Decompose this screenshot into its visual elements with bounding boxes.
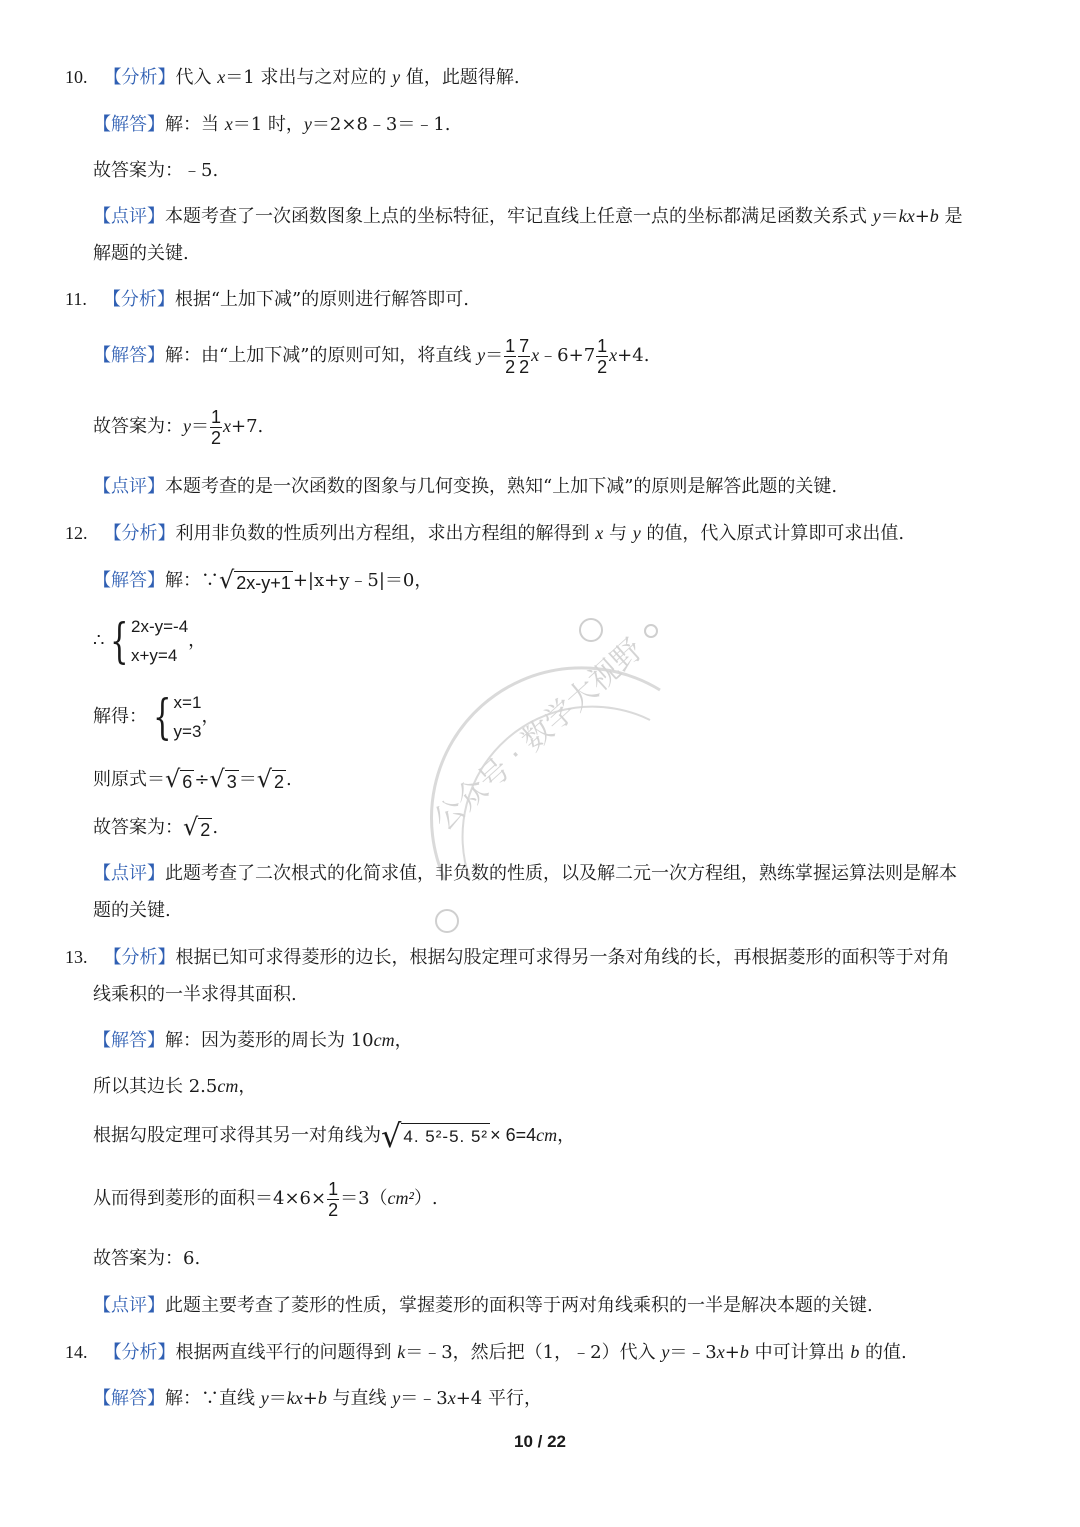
text: 本题考查了一次函数图象上点的坐标特征，牢记直线上任意一点的坐标都满足函数关系式 bbox=[165, 206, 873, 227]
review-tag: 【点评】 bbox=[93, 863, 165, 884]
var: y bbox=[183, 416, 191, 436]
numerator: 7 bbox=[519, 335, 530, 356]
text: 利用非负数的性质列出方程组，求出方程组的解得到 bbox=[175, 523, 596, 544]
analysis-tag: 【分析】 bbox=[103, 67, 176, 88]
watermark-text: 公众号 · 数学大视野 bbox=[426, 632, 650, 838]
fraction bbox=[210, 407, 222, 448]
var: b bbox=[850, 1342, 860, 1362]
var: y bbox=[392, 67, 401, 87]
text: . bbox=[212, 817, 219, 838]
var: x bbox=[595, 523, 604, 543]
text: +4. bbox=[617, 345, 650, 366]
text: 解得： bbox=[93, 706, 147, 727]
review-tag: 【点评】 bbox=[93, 476, 165, 497]
q12-system-1 bbox=[93, 612, 206, 670]
text: +|x+y﹣5|＝0， bbox=[292, 570, 433, 591]
text: 所以其边长 2.5 bbox=[93, 1076, 218, 1097]
radicand: 3 bbox=[226, 772, 237, 792]
text: ＝1 求出与之对应的 bbox=[225, 67, 393, 88]
sqrt-expression: √ 6 bbox=[165, 765, 193, 793]
var: kx bbox=[898, 206, 915, 226]
text: ， bbox=[394, 1030, 413, 1051]
equation: x+y=4 bbox=[131, 646, 178, 665]
numerator: 1 bbox=[211, 406, 222, 427]
analysis-tag: 【分析】 bbox=[103, 1342, 176, 1363]
text: ， bbox=[188, 630, 207, 651]
q11-answer-line bbox=[93, 401, 263, 452]
fraction bbox=[596, 336, 608, 377]
unit: cm bbox=[536, 1125, 558, 1145]
text: 的值，代入原式计算即可求出值. bbox=[640, 523, 905, 544]
q10-review-line bbox=[93, 203, 963, 230]
text: ﹣6+7 bbox=[539, 345, 596, 366]
var: y bbox=[392, 1388, 401, 1408]
text: 此题主要考查了菱形的性质，掌握菱形的面积等于两对角线乘积的一半是解决本题的关键. bbox=[165, 1295, 873, 1316]
text: 则原式＝ bbox=[93, 769, 165, 790]
text: ＝﹣3 bbox=[669, 1342, 717, 1363]
text: + bbox=[302, 1388, 318, 1409]
q10-review-cont: 解题的关键. bbox=[93, 243, 189, 264]
sqrt-expression: √ 4. 5²-5. 5² bbox=[381, 1117, 489, 1155]
q14-solution-line bbox=[93, 1385, 542, 1412]
unit: cm bbox=[373, 1030, 395, 1050]
var: b bbox=[739, 1342, 749, 1362]
q14-analysis-line bbox=[65, 1339, 907, 1366]
text: ＝﹣3，然后把（1，﹣2）代入 bbox=[405, 1342, 662, 1363]
denominator: 2 bbox=[211, 427, 222, 448]
text: 中可计算出 bbox=[748, 1342, 851, 1363]
text: + bbox=[914, 206, 930, 227]
sqrt-expression: √ 3 bbox=[209, 765, 237, 793]
text: +7. bbox=[231, 416, 264, 437]
text: 从而得到菱形的面积＝4×6× bbox=[93, 1188, 327, 1209]
fraction bbox=[327, 1179, 339, 1220]
text: ＝1 时， bbox=[232, 114, 304, 135]
text: 与直线 bbox=[326, 1388, 393, 1409]
text: ＝2×8﹣3＝﹣1. bbox=[311, 114, 451, 135]
solution-tag: 【解答】 bbox=[93, 1388, 165, 1409]
var: y bbox=[661, 1342, 670, 1362]
radicand: 4. 5²-5. 5² bbox=[401, 1123, 490, 1152]
q13-solution-line bbox=[93, 1027, 413, 1054]
var: y bbox=[260, 1388, 269, 1408]
text: ＝ bbox=[268, 1388, 287, 1409]
review-tag: 【点评】 bbox=[93, 1295, 165, 1316]
solution-tag: 【解答】 bbox=[93, 114, 165, 135]
question-number: 10. bbox=[65, 67, 88, 87]
radicand: 2 bbox=[200, 820, 211, 840]
q12-review-cont: 题的关键. bbox=[93, 900, 171, 921]
q11-solution-line bbox=[93, 330, 649, 381]
q12-analysis-line bbox=[65, 520, 904, 547]
text: 解：∵直线 bbox=[165, 1388, 261, 1409]
var: x bbox=[609, 345, 618, 365]
equation: y=3 bbox=[173, 722, 202, 741]
q12-original-line bbox=[93, 767, 292, 793]
q12-system-2 bbox=[93, 688, 219, 746]
var: y bbox=[303, 114, 312, 134]
var: kx bbox=[286, 1388, 303, 1408]
q13-area-line bbox=[93, 1173, 438, 1224]
question-number: 14. bbox=[65, 1342, 88, 1362]
denominator: 2 bbox=[597, 356, 608, 377]
numerator: 1 bbox=[505, 335, 516, 356]
var: y bbox=[477, 345, 486, 365]
sqrt-expression: √ 2 bbox=[256, 765, 285, 793]
numerator: 1 bbox=[597, 335, 608, 356]
q12-solution-line bbox=[93, 568, 432, 594]
fraction bbox=[504, 336, 516, 377]
text: 与 bbox=[603, 523, 633, 544]
text: ÷ bbox=[194, 769, 210, 790]
text: 根据“上加下减”的原则进行解答即可. bbox=[174, 289, 469, 310]
sqrt-expression: √ 2 bbox=[183, 813, 211, 841]
text: 此题考查了二次根式的化简求值，非负数的性质，以及解二元一次方程组，熟练掌握运算法则是解本 bbox=[165, 863, 957, 884]
text: 代入 bbox=[175, 67, 218, 88]
fraction bbox=[518, 336, 530, 377]
var: x bbox=[217, 67, 226, 87]
text: 是 bbox=[938, 206, 963, 227]
q13-side-line bbox=[93, 1073, 256, 1100]
text: ， bbox=[557, 1125, 576, 1146]
text: ＝3（ bbox=[340, 1188, 388, 1209]
var: x bbox=[531, 345, 540, 365]
text: 解：当 bbox=[165, 114, 225, 135]
text: ）. bbox=[413, 1188, 438, 1209]
q10-answer: 故答案为：﹣5. bbox=[93, 160, 219, 181]
text: 故答案为： bbox=[93, 817, 183, 838]
text: ， bbox=[201, 706, 220, 727]
question-number: 13. bbox=[65, 947, 88, 967]
text: 解：因为菱形的周长为 10 bbox=[165, 1030, 374, 1051]
text: 的值. bbox=[859, 1342, 907, 1363]
equation-system: { x=1 y=3 bbox=[153, 689, 202, 745]
q10-analysis-line bbox=[65, 64, 520, 91]
var: b bbox=[317, 1388, 327, 1408]
q12-review-line bbox=[93, 861, 957, 887]
text: 根据两直线平行的问题得到 bbox=[175, 1342, 398, 1363]
var: x bbox=[224, 114, 233, 134]
analysis-tag: 【分析】 bbox=[102, 289, 175, 310]
solution-tag: 【解答】 bbox=[93, 345, 165, 366]
radicand: 2 bbox=[274, 772, 285, 792]
q13-review-line bbox=[93, 1293, 873, 1319]
var: y bbox=[872, 206, 881, 226]
text: ＝ bbox=[238, 769, 257, 790]
denominator: 2 bbox=[328, 1199, 339, 1220]
text: 值，此题得解. bbox=[400, 67, 520, 88]
page-number: 10 / 22 bbox=[514, 1432, 566, 1451]
sqrt-expression: √ 2x-y+1 bbox=[219, 566, 291, 594]
var: x bbox=[447, 1388, 456, 1408]
text: ， bbox=[238, 1076, 257, 1097]
text: 本题考查的是一次函数的图象与几何变换，熟知“上加下减”的原则是解答此题的关键. bbox=[165, 476, 838, 497]
equation-system: { 2x-y=-4 x+y=4 bbox=[110, 613, 189, 669]
text: × 6=4 bbox=[490, 1125, 537, 1145]
q13-answer: 故答案为：6. bbox=[93, 1248, 201, 1269]
var: x bbox=[223, 416, 232, 436]
text: ＝ bbox=[880, 206, 899, 227]
denominator: 2 bbox=[505, 356, 516, 377]
var: b bbox=[929, 206, 939, 226]
text: 解：由“上加下减”的原则可知，将直线 bbox=[165, 345, 478, 366]
numerator: 1 bbox=[328, 1178, 339, 1199]
var: x bbox=[716, 1342, 725, 1362]
text: 根据勾股定理可求得其另一对角线为 bbox=[93, 1125, 381, 1146]
text: ＝ bbox=[485, 345, 504, 366]
text: ＝﹣3 bbox=[400, 1388, 448, 1409]
text: +4 平行， bbox=[455, 1388, 542, 1409]
solution-tag: 【解答】 bbox=[93, 1030, 165, 1051]
q10-solution-line bbox=[93, 111, 451, 138]
q13-analysis-cont: 线乘积的一半求得其面积. bbox=[93, 984, 297, 1005]
q11-review-line bbox=[93, 474, 837, 500]
radicand: 6 bbox=[182, 772, 193, 792]
review-tag: 【点评】 bbox=[93, 206, 165, 227]
text: 根据已知可求得菱形的边长，根据勾股定理可求得另一条对角线的长，再根据菱形的面积等于对角 bbox=[175, 947, 950, 968]
var: k bbox=[397, 1342, 406, 1362]
q11-analysis-line bbox=[65, 286, 469, 313]
text: + bbox=[724, 1342, 740, 1363]
question-number: 11. bbox=[65, 289, 87, 309]
equation: 2x-y=-4 bbox=[131, 617, 189, 636]
equation: x=1 bbox=[173, 693, 202, 712]
analysis-tag: 【分析】 bbox=[103, 947, 176, 968]
solution-tag: 【解答】 bbox=[93, 570, 165, 591]
text: . bbox=[286, 769, 292, 790]
therefore-symbol: ∴ bbox=[93, 630, 105, 651]
text: ＝ bbox=[191, 416, 209, 437]
unit: cm² bbox=[387, 1188, 414, 1208]
analysis-tag: 【分析】 bbox=[103, 523, 176, 544]
text: 解：∵ bbox=[165, 570, 219, 591]
q13-analysis-line bbox=[65, 944, 950, 971]
q12-answer-line bbox=[93, 815, 218, 841]
var: y bbox=[632, 523, 641, 543]
q13-diagonal-line bbox=[93, 1117, 576, 1155]
question-number: 12. bbox=[65, 523, 88, 543]
unit: cm bbox=[217, 1076, 239, 1096]
text: 故答案为： bbox=[93, 416, 183, 437]
denominator: 2 bbox=[519, 356, 530, 377]
radicand: 2x-y+1 bbox=[236, 573, 291, 593]
